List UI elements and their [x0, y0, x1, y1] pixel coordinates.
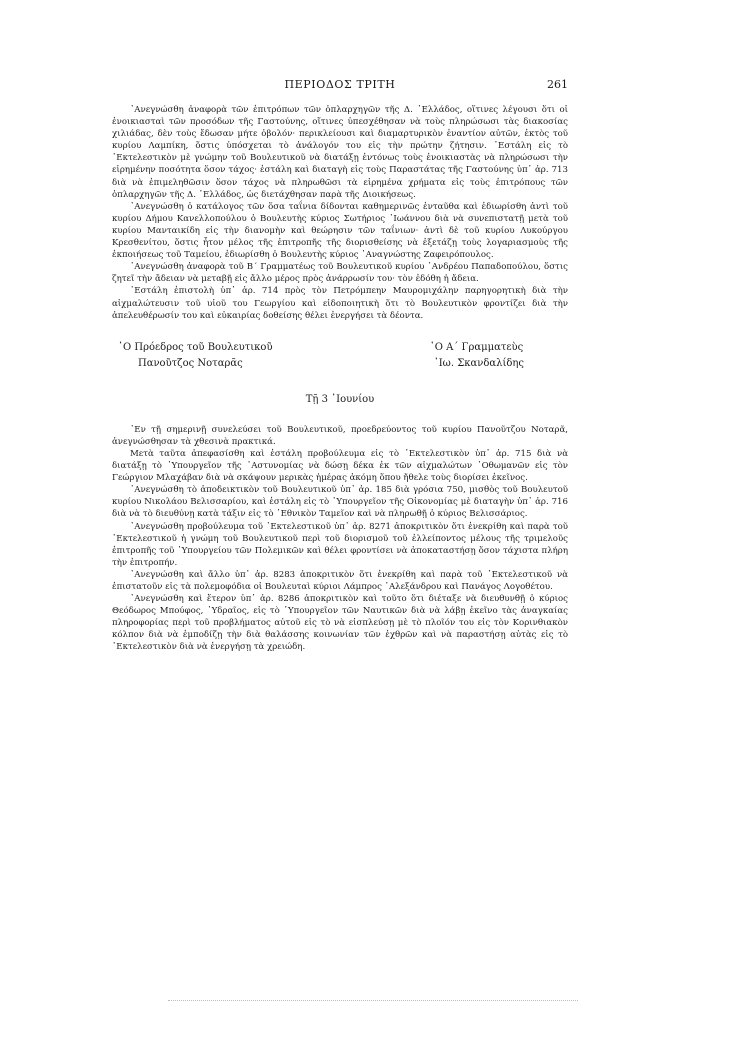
paragraph: ᾿Εστάλη ἐπιστολὴ ὑπ᾿ ἀρ. 714 πρὸς τὸν Πετρόμπεην Μαυρομιχάλην παρηγορητικὴ διὰ τὴν αἰχμαλώτευσιν τοῦ υἱοῦ του Γεωργίου καὶ εἰδοποιητικὴ ὅτι τὸ Βουλευτικὸν φροντίζει διὰ τὴν ἀπελευθέρωσίν του καὶ εὐκαιρίας δοθείσης θέλει ἐνεργήσει τὰ δέοντα.: [112, 286, 568, 321]
paragraph: ᾿Ανεγνώσθη ὁ κατάλογος τῶν ὅσα ταΐνια δίδονται καθημερινῶς ἐνταῦθα καὶ ἐδιωρίσθη ἀντὶ τοῦ κυρίου Δήμου Κανελλοπούλου ὁ Βουλευτὴς κύριος Σωτήριος ᾿Ιωάννου διὰ νὰ συνεπιστατῇ μετὰ τοῦ κυρίου Μανταικίδη εἰς τὴν διανομὴν καὶ θεώρησιν τῶν ταΐνιων· ἀντὶ δὲ τοῦ κυρίου Λυκούργου Κρεσθενίτου, ὅστις ἦτον μέλος τῆς ἐπιτροπῆς τῆς διορισθείσης νὰ ἐξετάζῃ τοὺς λογαριασμοὺς τῆς ἐκποιήσεως τοῦ Ταμείου, ἐδιωρίσθη ὁ Βουλευτὴς κύριος ᾿Αναγνώστης Ζαφειρόπουλος.: [112, 201, 568, 261]
paragraph: ᾿Ανεγνώσθη ἀναφορὰ τοῦ Β´ Γραμματέως τοῦ Βουλευτικοῦ κυρίου ᾿Ανδρέου Παπαδοπούλου, ὅστις ζητεῖ τὴν ἄδειαν νὰ μεταβῇ εἰς ἄλλο μέρος πρὸς ἀνάρρωσίν του· τὸν ἐδόθη ἡ ἄδεια.: [112, 262, 568, 285]
page-number: 261: [547, 78, 568, 91]
running-head: ΠΕΡΙΟΔΟΣ ΤΡΙΤΗ: [284, 78, 396, 91]
signature-title: ῾Ο Α´ Γραμματεὺς: [429, 341, 524, 353]
paragraph: ᾿Ανεγνώσθη προβούλευμα τοῦ ᾿Εκτελεστικοῦ ὑπ᾿ ἀρ. 8271 ἀποκριτικὸν ὅτι ἐνεκρίθη καὶ παρὰ τοῦ ᾿Εκτελεστικοῦ ἡ γνώμη τοῦ Βουλευτικοῦ περὶ τοῦ διορισμοῦ τοῦ ἐλλείποντος μέλους τῆς τριμελοῦς ἐπιτροπῆς τοῦ ῾Υπουργείου τῶν Πολεμικῶν καὶ θέλει φροντίσει νὰ ἀποκαταστήσῃ ὅσον τάχιστα πλήρη τὴν ἐπιτροπήν.: [112, 521, 568, 568]
footer-rule: [168, 1000, 578, 1001]
page-body: [112, 104, 568, 654]
section-date-heading: Τῇ 3 ᾿Ιουνίου: [305, 393, 375, 405]
signature-secretary: [430, 340, 568, 372]
paragraph: ᾿Ανεγνώσθη καὶ ἄλλο ὑπ᾿ ἀρ. 8283 ἀποκριτικὸν ὅτι ἐνεκρίθη καὶ παρὰ τοῦ ᾿Εκτελεστικοῦ νὰ ἐπιστατοῦν εἰς τὰ πολεμοφόδια οἱ Βουλευταὶ κύριοι Λάμπρος ᾿Αλεξάνδρου καὶ Πανάγος Λογοθέτου.: [112, 569, 568, 592]
paragraph: ᾿Ανεγνώσθη ἀναφορὰ τῶν ἐπιτρόπων τῶν ὁπλαρχηγῶν τῆς Δ. ῾Ελλάδος, οἵτινες λέγουσι ὅτι οἱ ἐνοικιασταὶ τῶν προσόδων τῆς Γαστούνης, οἵτινες ὑπεσχέθησαν νὰ τοὺς πληρώσωσι τὰς διακοσίας χιλιάδας, δὲν τοὺς ἔδωσαν μήτε ὀβολόν· περικλείουσι καὶ διαμαρτυρικὸν ἐναντίον αὐτῶν, ἐκτὸς τοῦ κυρίου Λαμπίκη, ὅστις ὑπόσχεται τὸ ἀνάλογόν του εἰς τὴν πρώτην ζήτησιν. ᾿Εστάλη εἰς τὸ ᾿Εκτελεστικὸν μὲ γνώμην τοῦ Βουλευτικοῦ νὰ διατάξῃ ἐντόνως τοὺς ἐνοικιαστὰς νὰ πληρώσωσι τὴν εἰρημένην ποσότητα ὅσον τάχος· ἐστάλη καὶ διαταγὴ εἰς τοὺς Παραστάτας τῆς Γαστούνης ὑπ᾿ ἀρ. 713 διὰ νὰ ἐπιμεληθῶσιν ὅσον τάχος νὰ πληρωθῶσι τὰ εἰρημένα χρήματα εἰς τοὺς ἐπιτρόπους τῶν ὁπλαρχηγῶν τῆς Δ. ῾Ελλάδος, ὡς διετάχθησαν παρὰ τῆς Διοικήσεως.: [112, 105, 568, 200]
signature-title: ῾Ο Πρόεδρος τοῦ Βουλευτικοῦ: [118, 341, 273, 353]
signature-president: [112, 340, 273, 372]
paragraph: ᾿Ανεγνώσθη τὸ ἀποδεικτικὸν τοῦ Βουλευτικοῦ ὑπ᾿ ἀρ. 185 διὰ γρόσια 750, μισθὸς τοῦ Βουλευτοῦ κυρίου Νικολάου Βελισσαρίου, καὶ ἐστάλη εἰς τὸ ῾Υπουργεῖον τῆς Οἰκονομίας μὲ διαταγὴν ὑπ᾿ ἀρ. 716 διὰ νὰ τὸ διευθύνῃ κατὰ τάξιν εἰς τὸ ᾿Εθνικὸν Ταμεῖον καὶ νὰ πληρωθῇ ὁ κύριος Βελισσάριος.: [112, 485, 568, 520]
paragraph: Μετὰ ταῦτα ἀπεφασίσθη καὶ ἐστάλη προβούλευμα εἰς τὸ ᾿Εκτελεστικὸν ὑπ᾿ ἀρ. 715 διὰ νὰ διατάξῃ τὸ ῾Υπουργεῖον τῆς ᾿Αστυνομίας νὰ δώσῃ δέκα ἐκ τῶν αἰχμαλώτων ᾿Οθωμανῶν εἰς τὸν Γεώργιον Μλαχάβαν διὰ νὰ σκάψουν μερικὰς ἡμέρας ἀκόμη ὅπου ἤθελε τοὺς διορίσει ἐκεῖνος.: [112, 448, 568, 484]
signature-block: [112, 340, 568, 372]
signature-name: Πανοῦτζος Νοταρᾶς: [138, 357, 243, 369]
paragraph: ᾿Εν τῇ σημερινῇ συνελεύσει τοῦ Βουλευτικοῦ, προεδρεύοντος τοῦ κυρίου Πανοῦτζου Νοταρᾶ, ἀνεγνώσθησαν τὰ χθεσινὰ πρακτικά.: [112, 424, 568, 447]
page-header: [112, 78, 568, 94]
signature-name: ᾿Ιω. Σκανδαλίδης: [433, 357, 524, 369]
paragraph: ᾿Ανεγνώσθη καὶ ἕτερον ὑπ᾿ ἀρ. 8286 ἀποκριτικὸν καὶ τοῦτο ὅτι διέταξε νὰ διευθυνθῇ ὁ κύριος Θεόδωρος Μπούφος, ῾Υδραῖος, εἰς τὸ ῾Υπουργεῖον τῶν Ναυτικῶν διὰ νὰ λάβῃ ἐκεῖνο τὰς ἀναγκαίας πληροφορίας περὶ τοῦ προβλήματος αὐτοῦ εἰς τὸ νὰ εἰσπλεύσῃ μὲ τὸ πλοῖόν του εἰς τὸν Κορινθιακὸν κόλπον διὰ νὰ ἐμποδίζῃ τὴν διὰ θαλάσσης κοινωνίαν τῶν ἐχθρῶν καὶ νὰ παραστήσῃ αὐτὰς εἰς τὸ ᾿Εκτελεστικὸν διὰ νὰ ἐνεργήσῃ τὰ χρειώδη.: [112, 594, 568, 653]
